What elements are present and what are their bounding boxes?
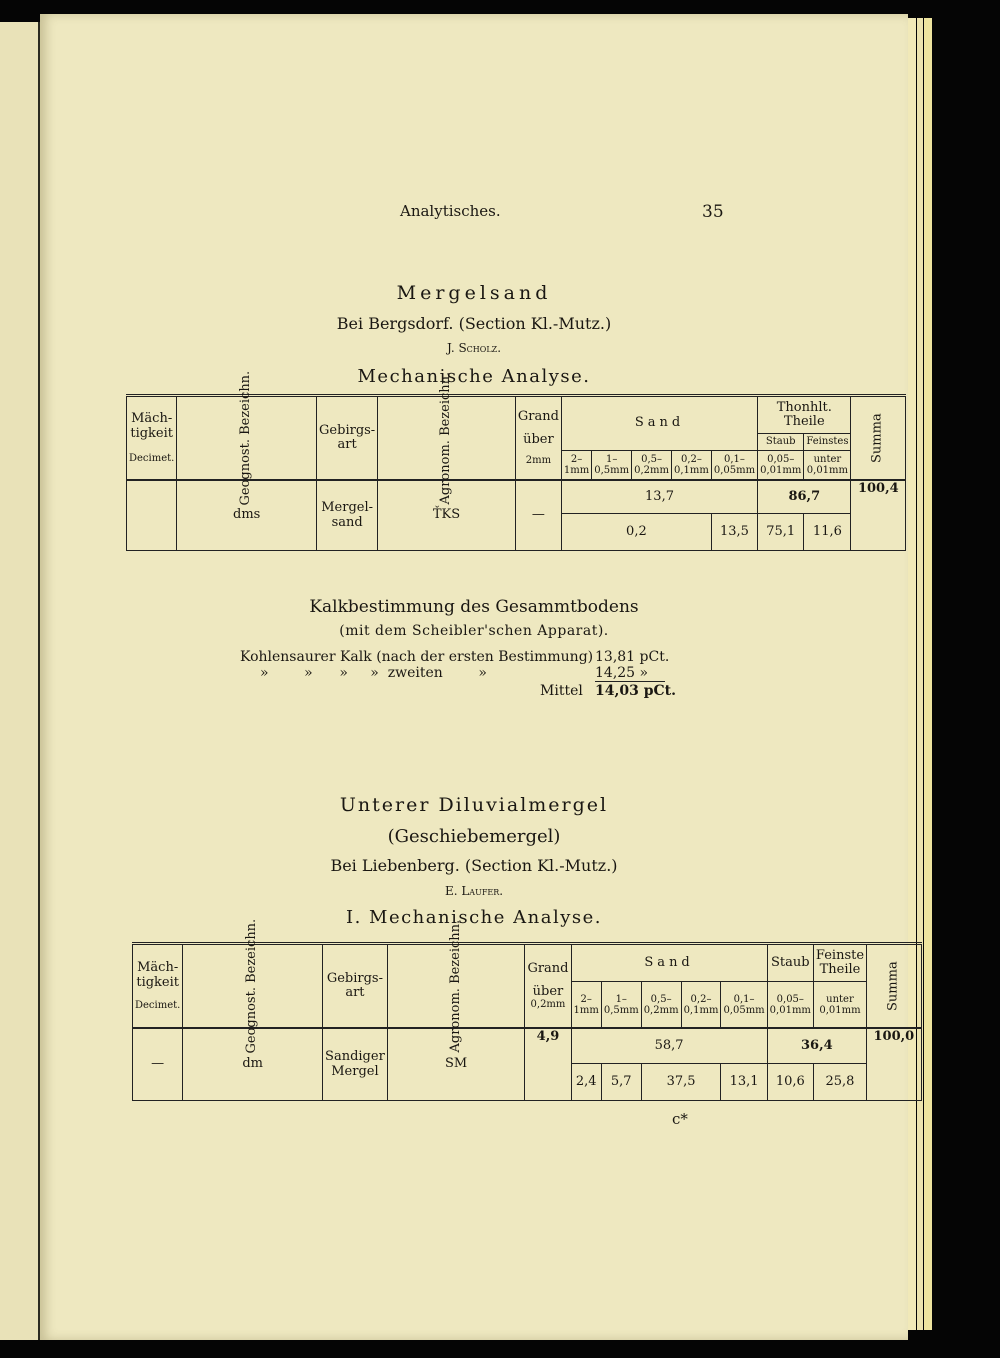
cell-sand-a: 2,4 [571, 1064, 601, 1101]
sand-sub-col: 0,5–0,2mm [641, 982, 681, 1029]
col-grand: Grand [527, 961, 569, 977]
cell-geognost: dm [183, 1028, 323, 1101]
page-edge [917, 18, 923, 1330]
col-grand-size: 0,2mm [530, 998, 566, 1010]
cell-sand-total: 58,7 [571, 1028, 767, 1064]
col-agronom: Agronom. Bezeichn. [438, 371, 454, 505]
cell-gebirgsart: Mergel-sand [317, 480, 378, 551]
col-summa: Summa [885, 961, 901, 1011]
section2-title: Unterer Diluvialmergel [339, 794, 609, 816]
col-staub: Staub [758, 434, 804, 450]
cell-thonhlt-total: 86,7 [758, 480, 851, 514]
section2-location: Bei Liebenberg. (Section Kl.-Mutz.) [330, 856, 618, 875]
cell-feinstes: 11,6 [804, 514, 851, 551]
col-gebirgsart: Gebirgs-art [323, 944, 388, 1029]
sand-sub-col: 0,1–0,05mm [711, 450, 757, 480]
col-agronom: Agronom. Bezeichn. [447, 919, 463, 1053]
kalk-line1-value: 13,81 pCt. [595, 649, 670, 665]
page-number: 35 [702, 202, 724, 222]
cell-grand: — [515, 480, 561, 551]
sand-sub-col: 0,5–0,2mm [632, 450, 672, 480]
cell-geognost: dms [177, 480, 317, 551]
col-sand: Sand [571, 944, 767, 982]
mechanical-analysis-table-2 [132, 918, 922, 1101]
col-staub-size: 0,05–0,01mm [758, 450, 804, 480]
sand-sub-col: 0,1–0,05mm [721, 982, 767, 1029]
col-summa: Summa [870, 413, 886, 463]
cell-sand-b: 13,5 [711, 514, 757, 551]
sand-sub-col: 0,2–0,1mm [681, 982, 721, 1029]
cell-staub: 75,1 [758, 514, 804, 551]
col-thonhlt: Thonhlt. Theile [758, 396, 851, 434]
col-maechtigkeit-unit: Decimet. [129, 452, 175, 464]
kalk-line2-value: 14,25 » [595, 665, 665, 682]
cell-sand-a: 0,2 [561, 514, 711, 551]
col-grand: Grand [517, 409, 559, 425]
col-feinste: Feinste Theile [813, 944, 866, 982]
col-staub-size: 0,05–0,01mm [767, 982, 813, 1029]
sand-sub-col: 2–1mm [561, 450, 591, 480]
sand-sub-col: 2–1mm [571, 982, 601, 1029]
cell-fine-total: 36,4 [767, 1028, 866, 1064]
kalk-mittel-value: 14,03 pCt. [595, 683, 676, 699]
section2-author: E. Laufer. [444, 884, 504, 898]
cell-sand-total: 13,7 [561, 480, 757, 514]
cell-maechtigkeit: — [133, 1028, 183, 1101]
signature-mark: c* [672, 1110, 688, 1128]
col-maechtigkeit-unit: Decimet. [135, 999, 181, 1011]
sand-sub-col: 0,2–0,1mm [671, 450, 711, 480]
cell-sand-c: 37,5 [641, 1064, 721, 1101]
section1-location: Bei Bergsdorf. (Section Kl.-Mutz.) [336, 314, 612, 333]
cell-maechtigkeit [127, 480, 177, 551]
page-edge [924, 18, 932, 1330]
section2-analysis-title: I. Mechanische Analyse. [345, 907, 603, 928]
col-feinstes-size: unter 0,01mm [804, 450, 851, 480]
facing-page-edge [0, 22, 40, 1340]
col-grand-ueber: über [532, 983, 564, 999]
section1-author: J. Scholz. [446, 341, 502, 355]
sand-sub-col: 1–0,5mm [592, 450, 632, 480]
cell-agronom: ŤKS [378, 480, 516, 551]
cell-summa: 100,0 [867, 1028, 922, 1101]
col-gebirgsart: Gebirgs-art [317, 396, 378, 481]
cell-sand-b: 5,7 [601, 1064, 641, 1101]
section2-subtitle: (Geschiebemergel) [387, 826, 561, 847]
col-maechtigkeit: Mäch-tigkeit [136, 960, 179, 990]
col-geognost: Geognost. Bezeichn. [238, 370, 254, 506]
kalk-mittel-label: Mittel [540, 683, 583, 699]
cell-staub: 10,6 [767, 1064, 813, 1101]
cell-sand-d: 13,1 [721, 1064, 767, 1101]
col-grand-size: 2mm [525, 454, 552, 466]
col-maechtigkeit: Mäch-tigkeit [130, 411, 173, 441]
sand-sub-col: 1–0,5mm [601, 982, 641, 1029]
page-edge [908, 18, 916, 1330]
kalk-line2-label: » » » » zweiten » [260, 665, 487, 681]
cell-agronom: SM [387, 1028, 525, 1101]
col-grand-ueber: über [523, 431, 554, 447]
kalk-title: Kalkbestimmung des Gesammtbodens [309, 597, 639, 617]
col-geognost: Geognost. Bezeichn. [244, 918, 260, 1054]
kalk-line1-label: Kohlensaurer Kalk (nach der ersten Bestimmung) [240, 649, 594, 665]
col-staub: Staub [767, 944, 813, 982]
col-feinste-size: unter 0,01mm [813, 982, 866, 1029]
section1-analysis-title: Mechanische Analyse. [357, 366, 591, 387]
cell-grand: 4,9 [525, 1028, 571, 1101]
col-feinstes: Feinstes [804, 434, 851, 450]
header-title: Analytisches. [400, 202, 501, 220]
section1-title: Mergelsand [396, 282, 552, 304]
book-page [40, 14, 915, 1340]
cell-summa: 100,4 [851, 480, 906, 551]
cell-feinste: 25,8 [813, 1064, 866, 1101]
cell-gebirgsart: Sandiger Mergel [323, 1028, 388, 1101]
kalk-subtitle: (mit dem Scheibler'schen Apparat). [339, 623, 609, 639]
col-sand: Sand [561, 396, 757, 451]
